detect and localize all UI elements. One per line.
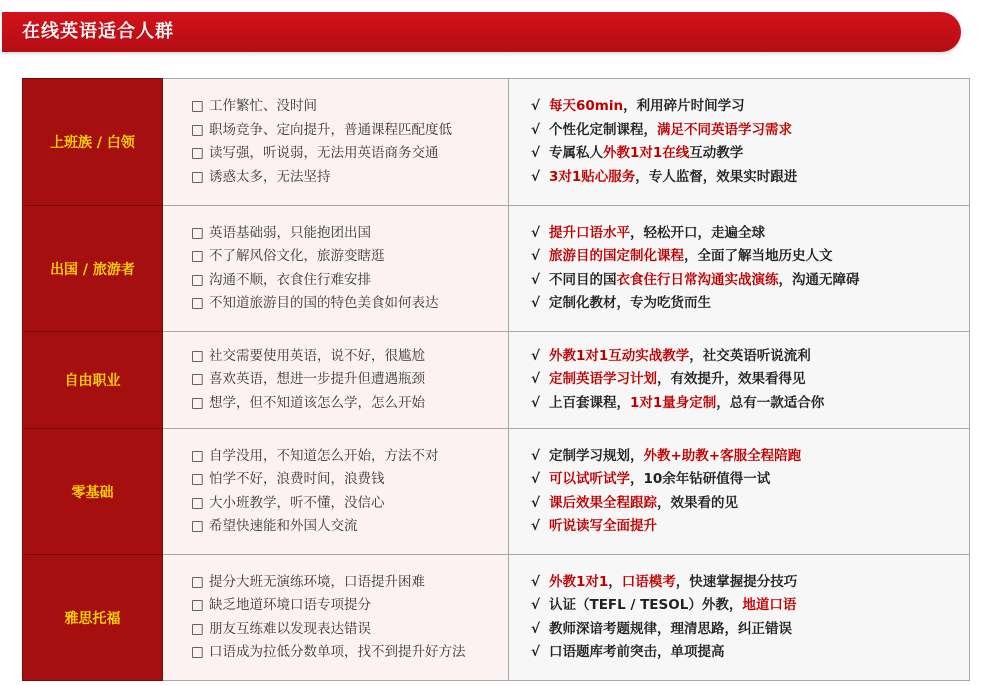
- checkbox-bullet-icon: □: [191, 518, 204, 534]
- solution-text: 个性化定制课程，: [549, 121, 657, 138]
- solution-text: ，社交英语听说流利: [689, 347, 811, 364]
- highlighted-text: 课后效果全程跟踪: [549, 494, 657, 511]
- highlighted-text: 外教+助教+客服全程陪跑: [643, 447, 802, 464]
- highlighted-text: 可以试听试学: [549, 471, 630, 487]
- table-row: [23, 79, 970, 206]
- pain-point-text: 怕学不好，浪费时间，浪费钱: [209, 471, 385, 487]
- pain-points-cell: [163, 206, 509, 332]
- pain-point-item: [163, 166, 508, 190]
- pain-point-item: [163, 468, 508, 492]
- solution-item: [509, 119, 969, 143]
- checkbox-bullet-icon: □: [191, 121, 204, 138]
- pain-point-item: [163, 641, 508, 665]
- checkbox-bullet-icon: □: [191, 471, 204, 487]
- check-mark-icon: √: [531, 644, 541, 660]
- pain-point-item: [163, 445, 508, 469]
- solution-text: ，沟通无障碍: [778, 271, 860, 288]
- solution-text: ，全面了解当地历史人文: [684, 248, 833, 264]
- pain-point-item: [163, 245, 508, 269]
- solution-text: ，总有一款适合你: [716, 394, 825, 411]
- solution-item: [509, 618, 969, 642]
- pain-point-item: [163, 492, 508, 516]
- solution-text: 专属私人: [549, 145, 603, 161]
- pain-point-text: 缺乏地道环境口语专项提分: [209, 597, 371, 613]
- checkbox-bullet-icon: □: [191, 145, 204, 161]
- pain-point-item: [163, 618, 508, 642]
- solution-item: [509, 292, 969, 316]
- check-mark-icon: √: [531, 248, 541, 264]
- pain-point-text: 提分大班无演练环境，口语提升困难: [209, 573, 425, 590]
- solution-item: [509, 571, 969, 595]
- check-mark-icon: √: [531, 145, 541, 161]
- pain-point-item: [163, 368, 508, 392]
- category-cell: 上班族 / 白领: [23, 79, 163, 206]
- pain-point-item: [163, 269, 508, 293]
- solution-item: [509, 594, 969, 618]
- check-mark-icon: √: [531, 271, 541, 288]
- solutions-cell: [509, 429, 970, 555]
- solution-item: [509, 641, 969, 665]
- solution-item: [509, 95, 969, 119]
- highlighted-text: 1对1量身定制: [630, 394, 717, 411]
- solution-item: [509, 515, 969, 539]
- checkbox-bullet-icon: □: [191, 168, 204, 185]
- header-banner: [2, 12, 961, 52]
- highlighted-text: 3对1贴心服务: [549, 168, 636, 185]
- pain-point-text: 职场竞争、定向提升，普通课程匹配度低: [209, 121, 452, 138]
- checkbox-bullet-icon: □: [191, 447, 204, 464]
- highlighted-text: 听说读写全面提升: [549, 518, 657, 534]
- category-cell: 零基础: [23, 429, 163, 555]
- highlighted-text: 每天60min: [549, 98, 624, 114]
- pain-point-text: 不了解风俗文化，旅游变瞎逛: [209, 248, 385, 264]
- check-mark-icon: √: [531, 347, 541, 364]
- pain-point-text: 喜欢英语，想进一步提升但遭遇瓶颈: [209, 371, 425, 388]
- solution-item: [509, 245, 969, 269]
- pain-point-text: 希望快速能和外国人交流: [209, 518, 358, 534]
- solution-text: 互动教学: [689, 145, 744, 161]
- solution-item: [509, 368, 969, 392]
- pain-point-text: 工作繁忙、没时间: [209, 98, 317, 114]
- check-mark-icon: √: [531, 98, 541, 114]
- highlighted-text: 地道口语: [742, 597, 797, 613]
- checkbox-bullet-icon: □: [191, 248, 204, 264]
- check-mark-icon: √: [531, 518, 541, 534]
- checkbox-bullet-icon: □: [191, 371, 204, 388]
- solution-text: ，有效提升，效果看得见: [657, 371, 806, 388]
- pain-point-text: 大小班教学，听不懂，没信心: [209, 494, 385, 511]
- pain-point-item: [163, 515, 508, 539]
- solution-text: 认证（TEFL / TESOL）外教，: [549, 597, 743, 613]
- check-mark-icon: √: [531, 597, 541, 613]
- check-mark-icon: √: [531, 121, 541, 138]
- pain-point-text: 社交需要使用英语，说不好，很尴尬: [209, 347, 425, 364]
- pain-point-item: [163, 571, 508, 595]
- check-mark-icon: √: [531, 447, 541, 464]
- checkbox-bullet-icon: □: [191, 224, 204, 241]
- pain-point-text: 诱惑太多，无法坚持: [209, 168, 331, 185]
- highlighted-text: 外教1对1: [549, 573, 609, 590]
- highlighted-text: 旅游目的国定制化课程: [549, 248, 684, 264]
- table-row: [23, 332, 970, 429]
- highlighted-text: 衣食住行日常沟通实战演练: [616, 271, 779, 288]
- highlighted-text: 外教1对1互动实战教学: [549, 347, 690, 364]
- pain-point-text: 朋友互练难以发现表达错误: [209, 620, 371, 637]
- pain-point-item: [163, 119, 508, 143]
- highlighted-text: 外教1对1在线: [603, 145, 690, 161]
- solution-item: [509, 492, 969, 516]
- checkbox-bullet-icon: □: [191, 347, 204, 364]
- check-mark-icon: √: [531, 573, 541, 590]
- table-row: [23, 555, 970, 681]
- highlighted-text: 满足不同英语学习需求: [657, 121, 792, 138]
- pain-point-item: [163, 345, 508, 369]
- highlighted-text: 提升口语水平: [549, 224, 630, 241]
- solution-text: ，10余年钻研值得一试: [630, 471, 771, 487]
- check-mark-icon: √: [531, 494, 541, 511]
- solution-text: ，专人监督，效果实时跟进: [635, 168, 798, 185]
- solution-text: ，快速掌握提分技巧: [675, 573, 798, 590]
- category-cell: 雅思托福: [23, 555, 163, 681]
- checkbox-bullet-icon: □: [191, 597, 204, 613]
- pain-point-item: [163, 95, 508, 119]
- pain-point-text: 想学，但不知道该怎么学，怎么开始: [209, 394, 425, 411]
- pain-point-item: [163, 392, 508, 416]
- pain-point-item: [163, 594, 508, 618]
- checkbox-bullet-icon: □: [191, 394, 204, 411]
- page-title: 在线英语适合人群: [22, 21, 174, 42]
- solution-item: [509, 445, 969, 469]
- solution-text: 教师深谙考题规律，理清思路，纠正错误: [549, 620, 792, 637]
- solution-item: [509, 166, 969, 190]
- check-mark-icon: √: [531, 168, 541, 185]
- highlighted-text: 定制英语学习计划: [549, 371, 657, 388]
- solution-item: [509, 468, 969, 492]
- pain-point-text: 自学没用，不知道怎么开始，方法不对: [209, 447, 439, 464]
- solutions-cell: [509, 332, 970, 429]
- pain-point-text: 沟通不顺，衣食住行难安排: [209, 271, 371, 288]
- pain-point-text: 不知道旅游目的国的特色美食如何表达: [209, 295, 439, 311]
- pain-point-text: 口语成为拉低分数单项，找不到提升好方法: [209, 644, 466, 660]
- category-cell: 自由职业: [23, 332, 163, 429]
- solution-item: [509, 142, 969, 166]
- audience-table: [22, 78, 970, 681]
- check-mark-icon: √: [531, 371, 541, 388]
- solutions-cell: [509, 79, 970, 206]
- table-row: [23, 206, 970, 332]
- check-mark-icon: √: [531, 224, 541, 241]
- check-mark-icon: √: [531, 295, 541, 311]
- solution-text: ，效果看的见: [657, 494, 738, 511]
- highlighted-text: 口语模考: [621, 573, 676, 590]
- check-mark-icon: √: [531, 394, 541, 411]
- pain-point-text: 英语基础弱，只能抱团出国: [209, 224, 371, 241]
- solution-item: [509, 345, 969, 369]
- pain-point-text: 读写强，听说弱，无法用英语商务交通: [209, 145, 439, 161]
- checkbox-bullet-icon: □: [191, 620, 204, 637]
- check-mark-icon: √: [531, 471, 541, 487]
- table-row: [23, 429, 970, 555]
- solution-text: ，轻松开口，走遍全球: [630, 224, 765, 241]
- solution-text: ，利用碎片时间学习: [623, 98, 745, 114]
- checkbox-bullet-icon: □: [191, 98, 204, 114]
- pain-points-cell: [163, 555, 509, 681]
- solution-item: [509, 392, 969, 416]
- solutions-cell: [509, 555, 970, 681]
- checkbox-bullet-icon: □: [191, 494, 204, 511]
- solution-item: [509, 269, 969, 293]
- solution-item: [509, 222, 969, 246]
- solution-text: ，: [608, 573, 622, 590]
- solution-text: 定制学习规划，: [549, 447, 644, 464]
- solution-text: 不同目的国: [549, 271, 617, 288]
- pain-points-cell: [163, 332, 509, 429]
- pain-points-cell: [163, 429, 509, 555]
- pain-point-item: [163, 142, 508, 166]
- category-cell: 出国 / 旅游者: [23, 206, 163, 332]
- solutions-cell: [509, 206, 970, 332]
- pain-point-item: [163, 222, 508, 246]
- check-mark-icon: √: [531, 620, 541, 637]
- pain-points-cell: [163, 79, 509, 206]
- checkbox-bullet-icon: □: [191, 295, 204, 311]
- checkbox-bullet-icon: □: [191, 271, 204, 288]
- checkbox-bullet-icon: □: [191, 573, 204, 590]
- solution-text: 上百套课程，: [549, 394, 630, 411]
- checkbox-bullet-icon: □: [191, 644, 204, 660]
- pain-point-item: [163, 292, 508, 316]
- solution-text: 口语题库考前突击，单项提高: [549, 644, 725, 660]
- solution-text: 定制化教材，专为吃货而生: [549, 295, 711, 311]
